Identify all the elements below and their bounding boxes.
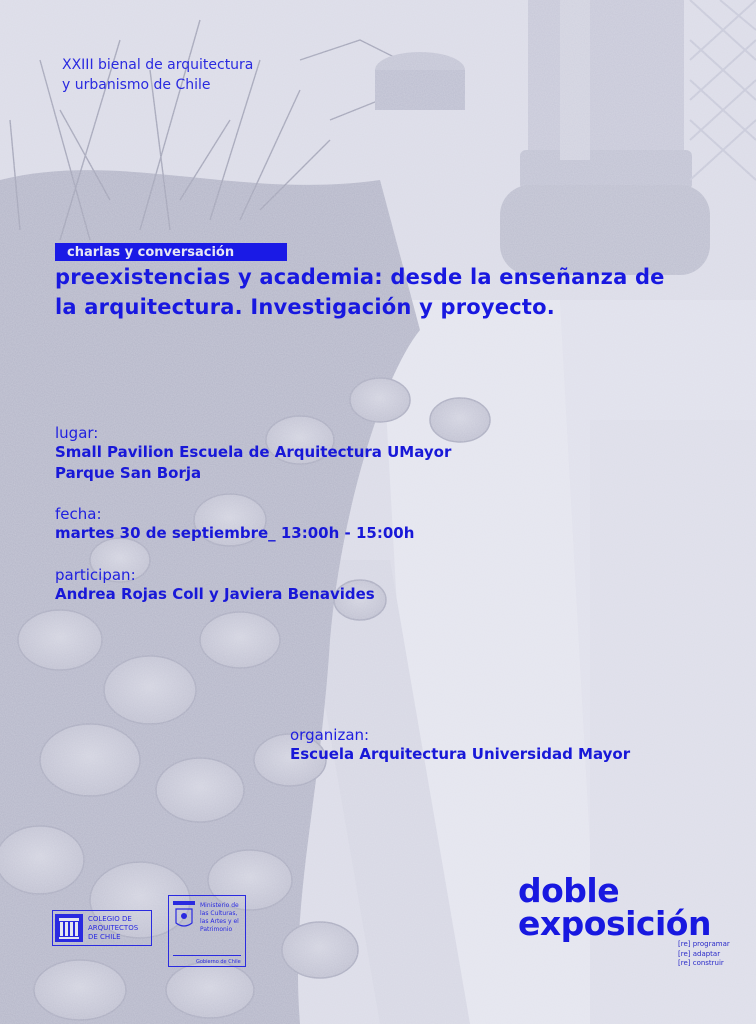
- title-line-1: preexistencias y academia: desde la enseñanza de: [55, 265, 665, 289]
- bienal-line-2: y urbanismo de Chile: [62, 77, 211, 93]
- category-tag: [55, 243, 287, 261]
- participants-value: Andrea Rojas Coll y Javiera Benavides: [55, 585, 375, 603]
- brand-sub-1: [re] programar: [678, 940, 730, 948]
- bienal-heading: [62, 55, 253, 95]
- location-line-1: Small Pavilion Escuela de Arquitectura UMayor: [55, 443, 452, 461]
- brand-line-1: doble: [518, 871, 620, 910]
- doble-exposicion-logo: [518, 871, 711, 943]
- organizers-label: organizan:: [290, 726, 370, 744]
- colegio-line-2: ARQUITECTOS: [88, 924, 139, 932]
- brand-line-2: exposición: [518, 904, 711, 943]
- ministerio-line-1: Ministerio de: [200, 902, 239, 909]
- gobierno-label: Gobierno de Chile: [196, 959, 241, 965]
- ministerio-line-4: Patrimonio: [200, 926, 233, 933]
- date-value: martes 30 de septiembre_ 13:00h - 15:00h: [55, 524, 415, 542]
- title-line-2: la arquitectura. Investigación y proyecto.: [55, 295, 555, 319]
- location-label: lugar:: [55, 424, 99, 442]
- participants-block: [55, 566, 375, 605]
- colegio-line-1: COLEGIO DE: [88, 915, 132, 923]
- colegio-arquitectos-logo: [52, 910, 152, 946]
- ministerio-culturas-logo: [168, 895, 246, 967]
- brand-sub-2: [re] adaptar: [678, 949, 721, 958]
- date-block: [55, 505, 414, 544]
- organizers-value: Escuela Arquitectura Universidad Mayor: [290, 745, 631, 763]
- participants-label: participan:: [55, 566, 136, 584]
- brand-sub-3: [re] construir: [678, 959, 724, 967]
- ministerio-line-2: las Culturas,: [200, 910, 238, 917]
- location-line-2: Parque San Borja: [55, 464, 202, 482]
- colegio-line-3: DE CHILE: [88, 933, 121, 941]
- organizers-block: [290, 726, 630, 765]
- ministerio-line-3: las Artes y el: [200, 918, 239, 925]
- location-block: [55, 424, 451, 484]
- bienal-line-1: XXIII bienal de arquitectura: [62, 57, 254, 73]
- event-title: [55, 262, 665, 322]
- date-label: fecha:: [55, 505, 102, 523]
- category-tag-label: charlas y conversación: [67, 245, 235, 260]
- brand-subtitle: [678, 940, 730, 969]
